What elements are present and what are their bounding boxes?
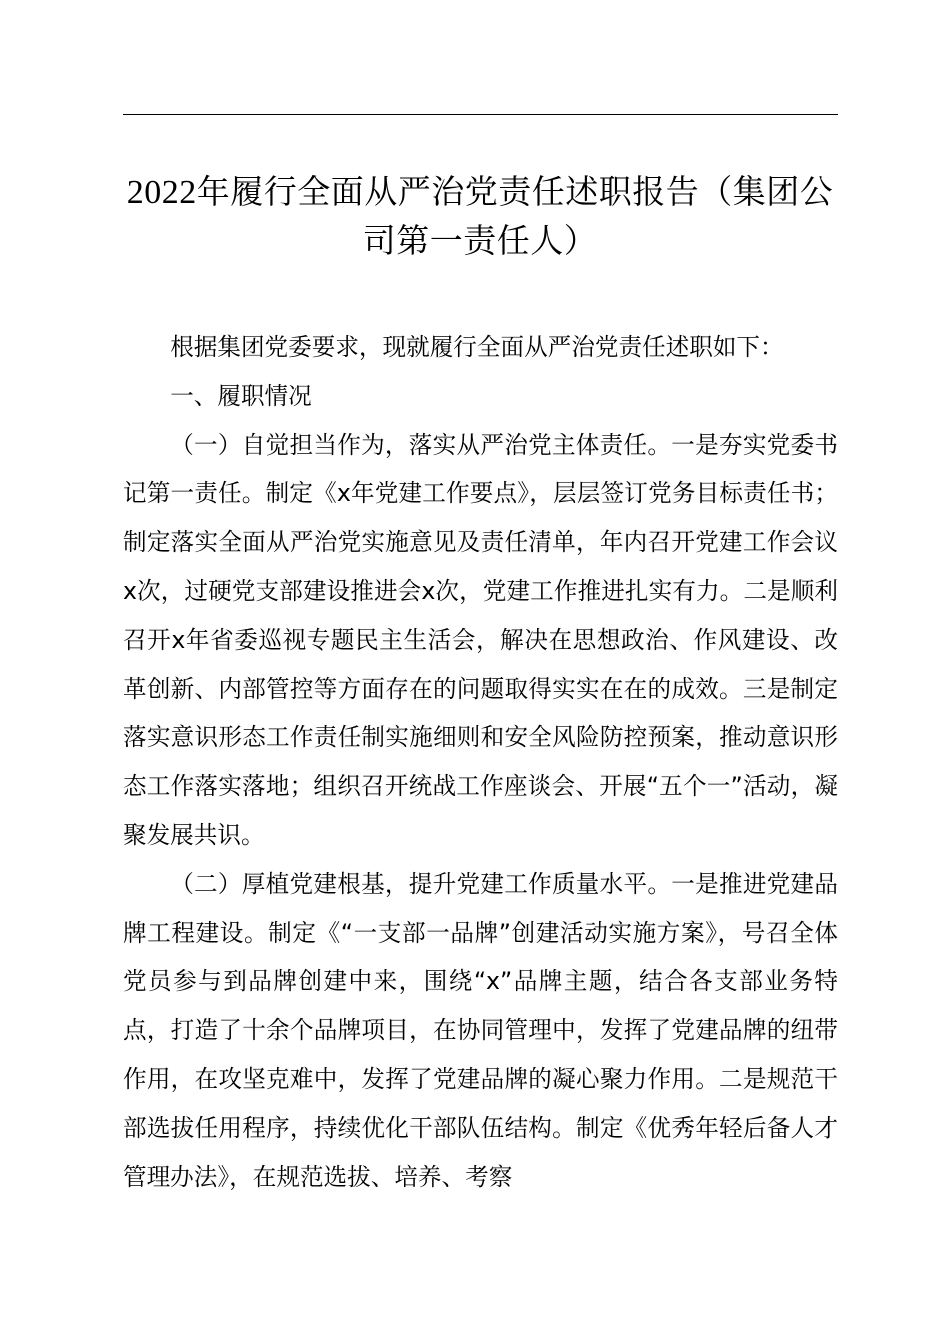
paragraph-section-1-1: （一）自觉担当作为，落实从严治党主体责任。一是夯实党委书记第一责任。制定《x年党建工作要点》，层层签订党务目标责任书；制定落实全面从严治党实施意见及责任清单，年内召开党建工作会议x次，过硬党支部建设推进会x次，党建工作推进扎实有力。二是顺利召开x年省委巡视专题民主生活会，解决在思想政治、作风建设、改革创新、内部管控等方面存在的问题取得实实在在的成效。三是制定落实意识形态工作责任制实施细则和安全风险防控预案，推动意识形态工作落实落地；组织召开统战工作座谈会、开展“五个一”活动，凝聚发展共识。 bbox=[123, 430, 838, 849]
paragraph-intro: 根据集团党委要求，现就履行全面从严治党责任述职如下： bbox=[170, 333, 784, 361]
title-year: 2022 bbox=[126, 174, 197, 211]
section-heading-1: 一、履职情况 bbox=[170, 381, 312, 410]
header-rule bbox=[123, 114, 838, 115]
document-body bbox=[123, 323, 838, 1201]
title-text: 年履行全面从严治党责任述职报告（集团公司第一责任人） bbox=[196, 172, 834, 260]
document-title bbox=[115, 168, 845, 265]
paragraph-section-1-2: （二）厚植党建根基，提升党建工作质量水平。一是推进党建品牌工程建设。制定《“一支部一品牌”创建活动实施方案》，号召全体党员参与到品牌创建中来，围绕“x”品牌主题，结合各支部业务特点，打造了十余个品牌项目，在协同管理中，发挥了党建品牌的纽带作用，在攻坚克难中，发挥了党建品牌的凝心聚力作用。二是规范干部选拔任用程序，持续优化干部队伍结构。制定《优秀年轻后备人才管理办法》，在规范选拔、培养、考察 bbox=[123, 869, 838, 1191]
